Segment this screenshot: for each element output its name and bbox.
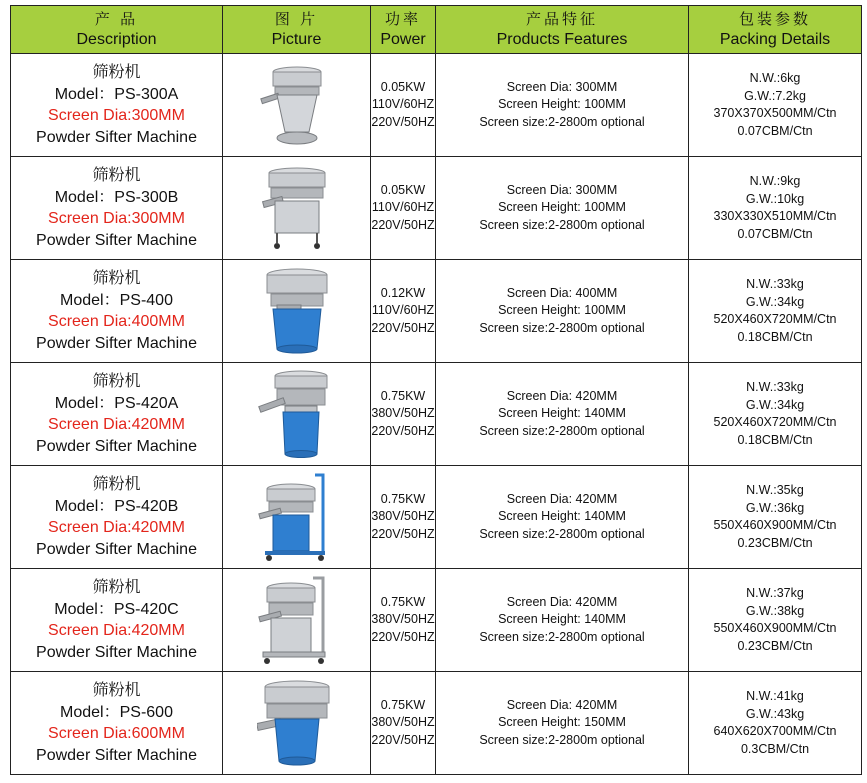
sifter-blue-base-icon (257, 265, 337, 357)
features-cell (436, 260, 689, 363)
packing-cell (689, 466, 862, 569)
packing-cell (689, 569, 862, 672)
voltage-2: 220V/50HZ (371, 217, 435, 232)
product-type: Powder Sifter Machine (36, 643, 197, 661)
voltage-1: 110V/60HZ (371, 200, 435, 215)
packing-cell (689, 363, 862, 466)
packing-cell (689, 157, 862, 260)
sifter-steel-trolley-icon (257, 574, 337, 666)
net-weight: N.W.:33kg (746, 277, 804, 291)
description-cell (11, 672, 223, 775)
power-cell (371, 672, 436, 775)
features-cell (436, 466, 689, 569)
feature-screen-dia: Screen Dia: 400MM (506, 285, 618, 300)
feature-screen-dia: Screen Dia: 300MM (506, 182, 618, 197)
feature-screen-dia: Screen Dia: 300MM (506, 79, 618, 94)
power-rating: 0.75KW (380, 697, 426, 712)
packing-cell (689, 260, 862, 363)
power-cell (371, 260, 436, 363)
picture-cell (223, 569, 371, 672)
product-name-zh: 筛粉机 (92, 270, 141, 287)
voltage-2: 220V/50HZ (371, 732, 435, 747)
feature-screen-height: Screen Height: 140MM (498, 612, 626, 627)
product-type: Powder Sifter Machine (36, 540, 197, 558)
table-row (11, 260, 862, 363)
gross-weight: G.W.:7.2kg (744, 88, 806, 103)
power-cell (371, 157, 436, 260)
picture-cell (223, 157, 371, 260)
voltage-2: 220V/50HZ (371, 423, 435, 438)
description-cell (11, 54, 223, 157)
product-spec-table (10, 5, 862, 775)
model-number: Model：PS-420C (54, 600, 179, 618)
model-number: Model：PS-300B (54, 188, 179, 206)
carton-volume: 0.23CBM/Ctn (737, 638, 813, 653)
net-weight: N.W.:6kg (749, 71, 801, 85)
picture-cell (223, 672, 371, 775)
header-row (11, 6, 862, 54)
product-type: Powder Sifter Machine (36, 128, 197, 146)
table-row (11, 363, 862, 466)
table-row (11, 54, 862, 157)
carton-volume: 0.07CBM/Ctn (737, 123, 813, 138)
voltage-1: 110V/60HZ (371, 97, 435, 112)
sifter-blue-tall-icon (257, 368, 337, 460)
screen-dia: Screen Dia:300MM (48, 107, 185, 124)
net-weight: N.W.:35kg (746, 483, 804, 497)
table-row (11, 569, 862, 672)
features-cell (436, 363, 689, 466)
header-description: 产 品 Description (11, 6, 223, 54)
features-cell (436, 672, 689, 775)
power-cell (371, 569, 436, 672)
power-rating: 0.75KW (380, 491, 426, 506)
gross-weight: G.W.:43kg (745, 706, 805, 721)
carton-volume: 0.18CBM/Ctn (737, 432, 813, 447)
picture-cell (223, 260, 371, 363)
feature-screen-dia: Screen Dia: 420MM (506, 491, 618, 506)
header-power: 功率 Power (371, 6, 436, 54)
carton-size: 520X460X720MM/Ctn (713, 312, 837, 326)
power-cell (371, 363, 436, 466)
feature-screen-dia: Screen Dia: 420MM (506, 388, 618, 403)
carton-size: 640X620X700MM/Ctn (713, 724, 837, 738)
carton-size: 550X460X900MM/Ctn (713, 621, 837, 635)
header-features: 产品特征 Products Features (436, 6, 689, 54)
gross-weight: G.W.:34kg (745, 294, 805, 309)
feature-screen-height: Screen Height: 100MM (498, 97, 626, 112)
feature-screen-dia: Screen Dia: 420MM (506, 594, 618, 609)
carton-size: 330X330X510MM/Ctn (713, 209, 837, 223)
voltage-2: 220V/50HZ (371, 114, 435, 129)
features-cell (436, 157, 689, 260)
power-cell (371, 466, 436, 569)
model-number: Model：PS-300A (54, 85, 179, 103)
feature-screen-height: Screen Height: 140MM (498, 509, 626, 524)
product-name-zh: 筛粉机 (92, 64, 141, 81)
description-cell (11, 260, 223, 363)
net-weight: N.W.:41kg (746, 689, 804, 703)
product-name-zh: 筛粉机 (92, 373, 141, 390)
net-weight: N.W.:9kg (749, 174, 801, 188)
picture-cell (223, 363, 371, 466)
description-cell (11, 157, 223, 260)
carton-size: 550X460X900MM/Ctn (713, 518, 837, 532)
table-row (11, 672, 862, 775)
feature-screen-dia: Screen Dia: 420MM (506, 697, 618, 712)
product-type: Powder Sifter Machine (36, 334, 197, 352)
model-number: Model：PS-400 (60, 291, 173, 309)
power-rating: 0.12KW (380, 285, 426, 300)
product-type: Powder Sifter Machine (36, 437, 197, 455)
product-name-zh: 筛粉机 (92, 167, 141, 184)
features-cell (436, 54, 689, 157)
product-name-zh: 筛粉机 (92, 579, 141, 596)
carton-volume: 0.3CBM/Ctn (740, 741, 810, 756)
header-packing: 包装参数 Packing Details (689, 6, 862, 54)
gross-weight: G.W.:36kg (745, 500, 805, 515)
packing-cell (689, 54, 862, 157)
feature-screen-size: Screen size:2-2800m optional (479, 217, 645, 232)
voltage-2: 220V/50HZ (371, 629, 435, 644)
table-row (11, 466, 862, 569)
voltage-2: 220V/50HZ (371, 526, 435, 541)
model-number: Model：PS-600 (60, 703, 173, 721)
model-number: Model：PS-420A (54, 394, 179, 412)
gross-weight: G.W.:38kg (745, 603, 805, 618)
screen-dia: Screen Dia:420MM (48, 622, 185, 639)
screen-dia: Screen Dia:600MM (48, 725, 185, 742)
description-cell (11, 569, 223, 672)
feature-screen-size: Screen size:2-2800m optional (479, 320, 645, 335)
sifter-blue-large-icon (257, 677, 337, 769)
net-weight: N.W.:33kg (746, 380, 804, 394)
model-number: Model：PS-420B (54, 497, 179, 515)
power-rating: 0.05KW (380, 79, 426, 94)
power-rating: 0.75KW (380, 388, 426, 403)
voltage-1: 380V/50HZ (371, 612, 435, 627)
screen-dia: Screen Dia:300MM (48, 210, 185, 227)
table-row (11, 157, 862, 260)
power-rating: 0.05KW (380, 182, 426, 197)
features-cell (436, 569, 689, 672)
carton-volume: 0.07CBM/Ctn (737, 226, 813, 241)
net-weight: N.W.:37kg (746, 586, 804, 600)
sifter-blue-cart-icon (257, 471, 337, 563)
screen-dia: Screen Dia:400MM (48, 313, 185, 330)
power-rating: 0.75KW (380, 594, 426, 609)
gross-weight: G.W.:34kg (745, 397, 805, 412)
feature-screen-size: Screen size:2-2800m optional (479, 423, 645, 438)
sifter-steel-cart-icon (257, 163, 337, 253)
gross-weight: G.W.:10kg (745, 191, 805, 206)
carton-volume: 0.23CBM/Ctn (737, 535, 813, 550)
carton-size: 370X370X500MM/Ctn (713, 106, 837, 120)
product-name-zh: 筛粉机 (92, 682, 141, 699)
description-cell (11, 363, 223, 466)
power-cell (371, 54, 436, 157)
voltage-1: 380V/50HZ (371, 715, 435, 730)
sifter-steel-funnel-icon (257, 60, 337, 150)
carton-size: 520X460X720MM/Ctn (713, 415, 837, 429)
product-type: Powder Sifter Machine (36, 746, 197, 764)
feature-screen-height: Screen Height: 140MM (498, 406, 626, 421)
carton-volume: 0.18CBM/Ctn (737, 329, 813, 344)
voltage-1: 380V/50HZ (371, 509, 435, 524)
voltage-1: 110V/60HZ (371, 303, 435, 318)
voltage-2: 220V/50HZ (371, 320, 435, 335)
feature-screen-size: Screen size:2-2800m optional (479, 732, 645, 747)
picture-cell (223, 54, 371, 157)
feature-screen-size: Screen size:2-2800m optional (479, 629, 645, 644)
screen-dia: Screen Dia:420MM (48, 416, 185, 433)
feature-screen-height: Screen Height: 150MM (498, 715, 626, 730)
voltage-1: 380V/50HZ (371, 406, 435, 421)
feature-screen-size: Screen size:2-2800m optional (479, 526, 645, 541)
product-name-zh: 筛粉机 (92, 476, 141, 493)
description-cell (11, 466, 223, 569)
feature-screen-height: Screen Height: 100MM (498, 200, 626, 215)
product-type: Powder Sifter Machine (36, 231, 197, 249)
packing-cell (689, 672, 862, 775)
header-picture: 图 片 Picture (223, 6, 371, 54)
picture-cell (223, 466, 371, 569)
screen-dia: Screen Dia:420MM (48, 519, 185, 536)
feature-screen-height: Screen Height: 100MM (498, 303, 626, 318)
feature-screen-size: Screen size:2-2800m optional (479, 114, 645, 129)
